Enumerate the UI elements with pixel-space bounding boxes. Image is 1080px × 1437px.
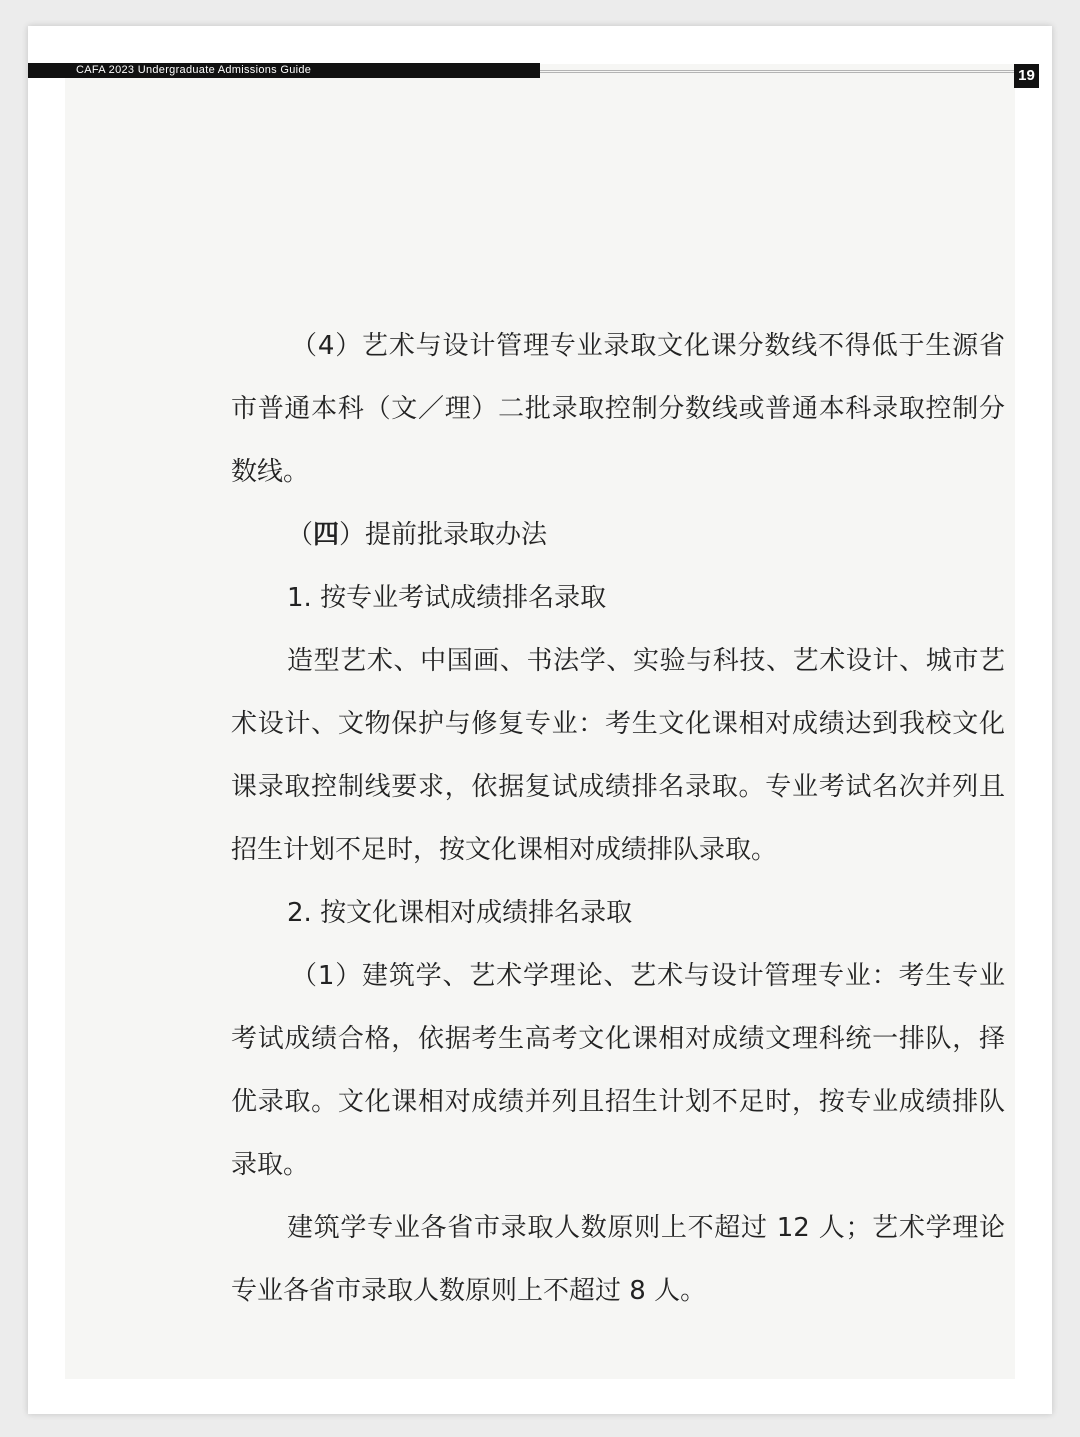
section-number: 四 <box>313 520 340 550</box>
section-open-paren: （ <box>287 520 314 550</box>
item2-paragraph-2: 建筑学专业各省市录取人数原则上不超过 12 人；艺术学理论专业各省市录取人数原则上不超过 8 人。 <box>231 1213 1005 1306</box>
body-text <box>231 315 1005 1323</box>
document-page <box>28 26 1052 1414</box>
item1-paragraph: 造型艺术、中国画、书法学、实验与科技、艺术设计、城市艺术设计、文物保护与修复专业：考生文化课相对成绩达到我校文化课录取控制线要求，依据复试成绩排名录取。专业考试名次并列且招生计划不足时，按文化课相对成绩排队录取。 <box>231 646 1005 865</box>
paragraph-admission-line: （4）艺术与设计管理专业录取文化课分数线不得低于生源省市普通本科（文／理）二批录取控制分数线或普通本科录取控制分数线。 <box>231 331 1005 487</box>
running-header: CAFA 2023 Undergraduate Admissions Guide <box>28 63 540 78</box>
page-number: 19 <box>1014 64 1039 88</box>
section-heading <box>231 504 1005 567</box>
header-rule <box>540 70 1014 73</box>
item2-heading: 2. 按文化课相对成绩排名录取 <box>287 898 633 928</box>
item1-heading: 1. 按专业考试成绩排名录取 <box>287 583 607 613</box>
item2-paragraph-1: （1）建筑学、艺术学理论、艺术与设计管理专业：考生专业考试成绩合格，依据考生高考文化课相对成绩文理科统一排队，择优录取。文化课相对成绩并列且招生计划不足时，按专业成绩排队录取。 <box>231 961 1005 1180</box>
section-title: ）提前批录取办法 <box>339 520 548 550</box>
